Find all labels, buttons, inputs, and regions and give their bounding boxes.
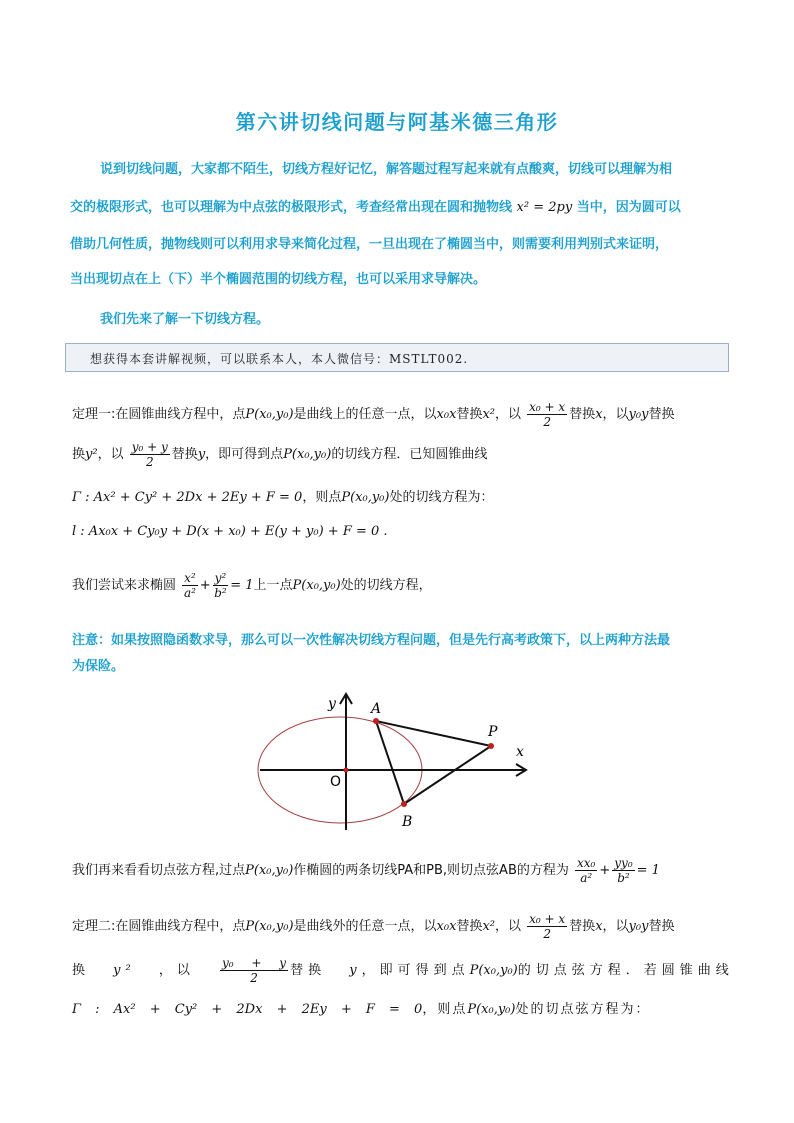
point-p: P(x₀,y₀)	[283, 447, 332, 462]
chord-line: 我们再来看看切点弦方程,过点P(x₀,y₀)作椭圆的两条切线PA和PB,则切点弦AB的方程为 $\frac{\text{xx₀}}{\text{a²}}$ + $\frac{\text{yy₀}}{\text{b²}}$ = 1	[72, 856, 660, 885]
math-y0y: y₀y	[628, 919, 649, 934]
math-x: x	[595, 407, 603, 422]
point-a	[373, 718, 379, 724]
fraction-xx0-a2: $\frac{\text{xx₀}}{\text{a²}}$	[577, 856, 596, 885]
theorem2-text: ，以	[158, 963, 195, 978]
tangent-pa	[376, 721, 491, 746]
theorem1-line-1	[72, 400, 674, 429]
math-y: y	[349, 963, 362, 978]
notice-text: 想获得本套讲解视频，可以联系本人，本人微信号：MSTLT002.	[90, 352, 469, 366]
theorem1-text: 替换	[648, 407, 675, 422]
theorem1-text: 处的切线方程为：	[389, 490, 494, 505]
math-y0y: y₀y	[628, 407, 649, 422]
theorem2-text: 替换	[648, 919, 675, 934]
point-p: P(x₀,y₀)	[245, 863, 294, 878]
intro-line-2b: 当中，因为圆可以	[576, 200, 681, 215]
theorem1-text: 替换	[569, 407, 596, 422]
page-title: 第六讲切线问题与阿基米德三角形	[235, 110, 559, 134]
math-x2: x²	[482, 919, 495, 934]
note-line-1: 注意：如果按照隐函数求导，那么可以一次性解决切线方程问题，但是先行高考政策下，以上两种方法最	[72, 633, 671, 648]
theorem1-text: 换	[72, 447, 86, 462]
theorem2-text: 换	[72, 963, 91, 978]
math-y2: y²	[113, 963, 136, 978]
theorem2-text: ，即可得到点	[361, 963, 470, 978]
label-b: B	[402, 814, 413, 830]
fraction-y: $\frac{\text{y₀ + y}}{2}$	[131, 440, 168, 469]
intro-line-3: 借助几何性质，抛物线则可以利用求导来简化过程，一旦出现在了椭圆当中，则需要利用判别式来证明，	[70, 237, 669, 252]
fraction-x2-a2: $\frac{\text{x²}}{\text{a²}}$	[183, 571, 196, 600]
point-p: P(x₀,y₀)	[245, 919, 294, 934]
theorem2-text: ，则点	[422, 1002, 468, 1017]
point-p: P(x₀,y₀)	[469, 963, 518, 978]
label-o: O	[330, 774, 342, 790]
ellipse-try-text: 上一点	[253, 578, 293, 593]
theorem2-line-3	[72, 998, 650, 1017]
theorem1-text: ，以	[97, 447, 124, 462]
lead-text: 我们先来了解一下切线方程。	[100, 312, 270, 327]
point-p-dot	[488, 743, 494, 749]
theorem1-text: 替换	[171, 447, 198, 462]
theorem1-text: ，以	[494, 407, 521, 422]
theorem2-text: ，以	[494, 919, 521, 934]
theorem2-text: 替换	[290, 963, 327, 978]
math-y2: y²	[85, 447, 98, 462]
note-line-2: 为保险。	[72, 659, 125, 674]
ellipse-try-line: 我们尝试来求椭圆 $\frac{\text{x²}}{\text{a²}}$ + $\frac{\text{y²}}{\text{b²}}$ = 1上一点P(x₀,y₀)处的切线方程，	[72, 571, 432, 600]
tangent-pb	[404, 746, 491, 804]
theorem2-line-1	[72, 912, 674, 941]
fraction-x: $\frac{\text{x₀ + x}}{2}$	[529, 400, 566, 429]
theorem1-text: ，则点	[302, 490, 342, 505]
theorem1-text: 是曲线上的任意一点，以	[293, 407, 437, 422]
notice-box	[65, 343, 729, 372]
chord-eq-rest: = 1	[636, 863, 660, 878]
math-x0x: x₀x	[436, 919, 457, 934]
conic-equation: Γ : Ax² + Cy² + 2Dx + 2Ey + F = 0	[72, 490, 303, 505]
fraction-y2-b2: $\frac{\text{y²}}{\text{b²}}$	[214, 571, 227, 600]
point-p: P(x₀,y₀)	[341, 490, 390, 505]
theorem2-text: 处的切点弦方程为：	[515, 1002, 651, 1017]
math-x: x	[595, 919, 603, 934]
theorem2-text: 替换	[456, 919, 483, 934]
chord-text: 我们再来看看切点弦方程,过点	[72, 863, 246, 878]
theorem1-text: 在圆锥曲线方程中，点	[115, 407, 246, 422]
origin-dot	[344, 768, 349, 773]
math-x0x: x₀x	[436, 407, 457, 422]
point-p: P(x₀,y₀)	[245, 407, 294, 422]
math-x2: x²	[482, 407, 495, 422]
tangent-equation: l : Ax₀x + Cy₀y + D(x + x₀) + E(y + y₀) + F = 0 .	[72, 524, 388, 539]
theorem1-label: 定理一:	[72, 407, 116, 422]
ellipse-eq-rest: = 1	[230, 578, 254, 593]
theorem2-text: 是曲线外的任意一点，以	[293, 919, 437, 934]
chord-text: 作椭圆的两条切线PA和PB,则切点弦AB的方程为	[293, 863, 569, 878]
theorem1-text: 的切线方程．已知圆锥曲线	[331, 447, 488, 462]
fraction-yy0-b2: $\frac{\text{yy₀}}{\text{b²}}$	[614, 856, 633, 885]
theorem1-line-2	[72, 440, 487, 469]
ellipse-tangent-diagram	[254, 690, 534, 830]
ellipse-try-text: 处的切线方程，	[340, 578, 432, 593]
theorem1-text: 替换	[456, 407, 483, 422]
math-y: y	[197, 447, 206, 462]
theorem2-text: 的切点弦方程．若圆锥曲线	[517, 963, 734, 978]
point-p: P(x₀,y₀)	[467, 1002, 516, 1017]
theorem1-text: ，以	[602, 407, 629, 422]
label-p: P	[488, 724, 498, 740]
label-a: A	[371, 701, 382, 717]
ellipse-try-text: 我们尝试来求椭圆	[72, 578, 177, 593]
theorem2-text: ，以	[602, 919, 629, 934]
theorem2-line-2	[72, 956, 734, 985]
intro-line-2	[70, 196, 681, 215]
point-p: P(x₀,y₀)	[292, 578, 341, 593]
parabola-equation: x² = 2py	[516, 200, 573, 215]
fraction-x: $\frac{\text{x₀ + x}}{2}$	[529, 912, 566, 941]
conic-equation: Γ : Ax² + Cy² + 2Dx + 2Ey + F = 0	[72, 1002, 423, 1017]
intro-line-2a: 交的极限形式，也可以理解为中点弦的极限形式，考查经常出现在圆和抛物线	[70, 200, 513, 215]
point-b	[401, 801, 407, 807]
theorem2-text: 替换	[569, 919, 596, 934]
label-y: y	[328, 696, 336, 712]
theorem1-text: ，即可得到点	[205, 447, 284, 462]
intro-line-4: 当出现切点在上（下）半个椭圆范围的切线方程，也可以采用求导解决。	[70, 272, 487, 287]
theorem2-text: 在圆锥曲线方程中，点	[115, 919, 246, 934]
intro-line-1: 说到切线问题，大家都不陌生，切线方程好记忆，解答题过程写起来就有点酸爽，切线可以理解为相	[100, 162, 673, 177]
theorem2-label: 定理二:	[72, 919, 116, 934]
label-x: x	[516, 744, 524, 760]
fraction-y: $\frac{\text{y₀ + y}}{2}$	[222, 956, 287, 985]
theorem1-line-3	[72, 486, 493, 505]
